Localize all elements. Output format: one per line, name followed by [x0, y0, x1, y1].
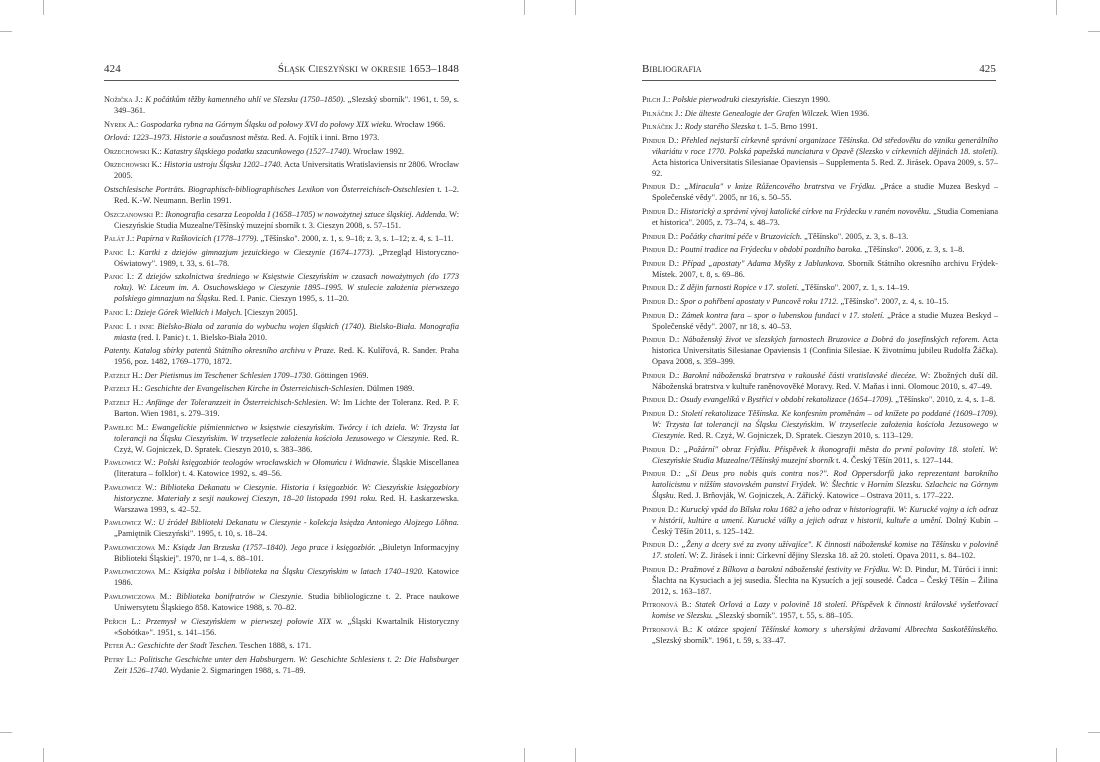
entry-author: Pindur D.:	[642, 245, 679, 255]
entry-title: Pražmové z Bílkova a barokní náboženské festivity ve Frýdku.	[681, 564, 890, 574]
entry-author: Pindur D.:	[642, 231, 679, 241]
entry-title: Osudy evangelíků v Bystřici v období rekatolizace (1654–1709).	[680, 395, 894, 405]
entry-title: K počátkům těžby kamenného uhlí ve Slezsku (1750–1850).	[145, 95, 346, 104]
entry-title: Geschichte der Stadt Teschen.	[137, 641, 238, 651]
running-head	[104, 63, 459, 77]
entry-title: Rody starého Slezska	[684, 122, 756, 132]
entry-author: Panic I.:	[104, 307, 133, 317]
entry-title: Případ „apostaty" Adama Myšky z Jablunkova.	[682, 258, 845, 268]
bibliography-entry	[642, 121, 998, 132]
entry-author: Pawelec M.:	[104, 422, 149, 432]
entry-title: Der Pietismus im Teschener Schlesien 1709–1730.	[144, 370, 313, 380]
entry-title: Spor o pohřbení apostaty v Puncově roku 1712.	[680, 296, 839, 306]
bibliography-entry	[642, 564, 998, 597]
entry-title: Orlová: 1223–1973. Historie a současnost města.	[104, 133, 270, 143]
entry-title: Století rekatolizace Těšínska. Ke konfesním proměnám – od knížete po poddané (1609–1709). W: Trzysta lat tolerancji na Śląsku Cieszyńskim. W trzysetlecie założenia kościoła Jezusowego w Cieszynie.	[652, 408, 998, 440]
entry-author: Pindur D.:	[642, 395, 679, 405]
entry-details: Red. I. Panic. Cieszyn 1995, s. 11–20.	[220, 294, 349, 304]
bibliography-entry	[104, 640, 459, 651]
bibliography-entry	[642, 135, 998, 179]
crop-mark	[1056, 0, 1057, 15]
bibliography-entry	[104, 233, 459, 244]
bibliography-entry	[642, 468, 998, 501]
entry-author: Panic I.:	[104, 247, 135, 257]
entry-details: Acta Universitatis Wratislaviensis nr 2806. Wrocław 2005.	[114, 160, 459, 181]
entry-details: W: Im Lichte der Toleranz. Red. P. F. Barton. Wien 1981, s. 279–319.	[114, 397, 459, 418]
entry-title: Bielsko-Biała od zarania do wybuchu wojen śląskich (1740). Bielsko-Biała. Monografia miasta	[114, 321, 460, 342]
entry-author: Pindur D.:	[642, 135, 679, 145]
bibliography-entry	[642, 624, 998, 646]
entry-author: Oszczanowski P.:	[104, 209, 164, 219]
running-title: Bibliografia	[642, 63, 702, 75]
bibliography-entry	[104, 247, 459, 269]
entry-author: Pilch J.:	[642, 95, 671, 104]
entry-author: Palát J.:	[104, 234, 135, 244]
entry-title: Patenty. Katalog sbírky patentů Státního okresního archivu v Praze.	[104, 346, 336, 356]
entry-title: U źródeł Biblioteki Dekanatu w Cieszynie - kolekcja księdza Antoniego Alojzego Löhna.	[158, 518, 459, 528]
entry-author: Patzelt H.:	[104, 370, 143, 380]
entry-details: „Těšínsko". 2005, z. 3, s. 8–13.	[802, 231, 909, 241]
crop-mark	[524, 0, 525, 15]
bibliography-entry	[642, 599, 998, 621]
bibliography-entry	[104, 397, 459, 419]
entry-author: Pindur D.:	[642, 283, 679, 293]
bibliography-entry	[104, 271, 459, 304]
bibliography-entry	[104, 146, 459, 157]
entry-details: W: Z. Jirásek i inni: Církevní dějiny Slezska 18. až 20. století. Opava 2011, s. 84–102.	[686, 551, 976, 561]
crop-mark	[43, 0, 44, 15]
bibliography-entry	[642, 310, 998, 332]
entry-author: Nyrek A.:	[104, 119, 139, 129]
bibliography-entry	[642, 296, 998, 307]
entry-title: Ksiądz Jan Brzuska (1757–1840). Jego prace i księgozbiór.	[172, 542, 376, 552]
bibliography-entry	[642, 408, 998, 441]
bibliography-entry	[104, 566, 459, 588]
entry-details: Wydanie 2. Sigmaringen 1988, s. 71–89.	[168, 665, 306, 675]
bibliography-entry	[104, 119, 459, 130]
bibliography-entry	[104, 457, 459, 479]
entry-details: Teschen 1888, s. 171.	[237, 641, 312, 651]
bibliography-entry	[104, 321, 459, 343]
bibliography-entry	[104, 542, 459, 564]
entry-author: Pindur D.:	[642, 206, 679, 216]
crop-mark	[0, 732, 12, 733]
entry-details: [Cieszyn 2005].	[242, 307, 298, 317]
entry-author: Pindur D.:	[642, 182, 681, 192]
entry-author: Petry L.:	[104, 654, 137, 664]
entry-title: Przemysł w Cieszyńskiem w pierwszej połowie XIX w.	[145, 616, 343, 626]
bibliography-entry	[642, 206, 998, 228]
entry-title: „Si Deus pro nobis quis contra nos?". Rod Oppersdorfů jako reprezentant barokního katolicismu v nižším stavovském panství Frýdek. W: Šlechtic v Horním Slezsku. Szlachcic na Górnym Śląsku.	[652, 469, 999, 501]
running-head	[642, 63, 996, 77]
entry-author: Pindur D.:	[642, 370, 680, 380]
entry-details: Göttingen 1969.	[312, 370, 369, 380]
entry-title: K otázce spojení Těšínské komory s uherskými državami Albrechta Saskotěšínského.	[696, 625, 998, 635]
bibliography-entry	[104, 591, 459, 613]
bibliography-entry	[104, 209, 459, 231]
entry-details: W: D. Pindur, M. Túróci i inni: Šlachta na Kysuciach a jej susedia. Šlechta na Kysucích a její sousedé. Čadca – Český Těšín – Žilina 2012, s. 163–187.	[652, 564, 998, 596]
bibliography-entry	[104, 370, 459, 381]
entry-author: Pawłowicz W.:	[104, 518, 156, 528]
entry-title: Gospodarka rybna na Górnym Śląsku od połowy XVI do połowy XIX wieku.	[140, 119, 393, 129]
crop-mark	[524, 748, 525, 762]
entry-title: Kurucký vpád do Bílska roku 1682 a jeho odraz v historiografii. W: Kurucké vojny a ich odraz v histórii, kultúre a umení. Kurucké války a jejich odraz v historii, kultuře a umění.	[652, 504, 999, 525]
entry-author: Pindur D.:	[642, 540, 679, 550]
bibliography-entry	[104, 94, 459, 116]
bibliography-entry	[642, 539, 998, 561]
header-rule	[642, 80, 996, 81]
entry-details: „Práce a studie Muzea Beskyd – Společenské vědy". 2005, nr 16, s. 50–55.	[652, 182, 998, 203]
entry-details: „Těšínsko". 2006, z. 3, s. 1–8.	[862, 245, 965, 255]
crop-mark	[575, 748, 576, 762]
entry-details: „Těšínsko". 2000, z. 1, s. 9–18; z. 3, s. 1–12; z. 4, s. 1–11.	[258, 234, 454, 244]
bibliography-entry	[104, 307, 459, 318]
entry-title: Zámek kontra fara – spor o lubenskou fundaci v 17. století.	[681, 310, 885, 320]
entry-title: Počátky charitní péče v Bruzovicích.	[680, 231, 803, 241]
entry-title: Historia ustroju Śląska 1202–1740.	[164, 160, 283, 170]
entry-title: „Ženy a dcery své za zvony užívajíce". K činnosti náboženské komise na Těšínsku v polovině 17. století.	[652, 540, 999, 561]
entry-title: Kartki z dziejów gimnazjum jezuickiego w Cieszynie (1674–1773).	[138, 247, 375, 257]
entry-title: „Požární" obraz Frýdku. Příspěvek k ikonografii města do první poloviny 18. století. W: Cieszyńskie Studia Muzealne/Těšínský muzejní sborník	[652, 444, 999, 465]
entry-details: „Biuletyn Informacyjny Biblioteki Śląskiej". 1970, nr 1–4, s. 88–101.	[114, 542, 460, 563]
entry-details: „Těšínsko". 2007, z. 4, s. 10–15.	[838, 296, 949, 306]
bibliography-entry	[104, 159, 459, 181]
bibliography-entry	[642, 334, 998, 367]
entry-author: Peter A.:	[104, 641, 136, 651]
entry-details: t. 1–5. Brno 1991.	[755, 122, 818, 132]
entry-author: Pindur D.:	[642, 258, 680, 268]
entry-details: Red. J. Brňovják, W. Gojniczek, A. Zářický. Katowice – Ostrava 2011, s. 177–222.	[675, 491, 954, 501]
bibliography-entry	[104, 517, 459, 539]
bibliography-entry	[642, 258, 998, 280]
entry-details: Studia bibliologiczne t. 2. Prace naukowe Uniwersytetu Śląskiego 858. Katowice 1988, s. 70–82.	[114, 592, 460, 613]
right-page	[550, 0, 1100, 762]
entry-title: Historický a správní vývoj katolické církve na Frýdecku v raném novověku.	[680, 206, 932, 216]
crop-mark	[43, 748, 44, 762]
entry-title: Přehled nejstarší církevně správní organizace Těšínska. Od středověku do vzniku generálního vikariátu v roce 1770. Polská papežská nunciatura v Opavě (Slezsko v církevních dějinách 18. století).	[652, 135, 999, 156]
bibliography-entry	[104, 184, 459, 206]
entry-title: Anfänge der Toleranzzeit in Österreichisch-Schlesien.	[146, 397, 328, 407]
entry-details: Sborník Státního okresního archivu Frýdek-Místek. 2007, t. 8, s. 69–86.	[652, 258, 998, 279]
entry-author: Pilnáček J.:	[642, 108, 683, 118]
crop-mark	[575, 0, 576, 15]
entry-title: „Miracula" v knize Růžencového bratrstva ve Frýdku.	[684, 182, 877, 192]
entry-title: Poutní tradice na Frýdecku v období pozdního baroka.	[680, 245, 863, 255]
entry-author: Pindur D.:	[642, 469, 681, 479]
entry-author: Pitronová B.:	[642, 600, 692, 610]
entry-details: t. 1–2. Red. K.-W. Neumann. Berlin 1991.	[114, 184, 459, 205]
bibliography-entry	[642, 181, 998, 203]
entry-author: Pindur D.:	[642, 408, 679, 418]
entry-title: Dzieje Górek Wielkich i Małych.	[134, 307, 243, 317]
entry-details: „Těšínsko". 2007, z. 1, s. 14–19.	[799, 283, 910, 293]
entry-title: Ostschlesische Porträts. Biographisch-bibliographisches Lexikon von Österreichisch-Ostschlesien	[104, 184, 435, 194]
bibliography-entry	[642, 244, 998, 255]
running-title: Śląsk Cieszyński w okresie 1653–1848	[277, 63, 459, 75]
entry-author: Pindur D.:	[642, 444, 680, 454]
entry-details: „Pamiętnik Cieszyński". 1995, t. 10, s. 18–24.	[114, 529, 268, 539]
crop-mark	[0, 31, 12, 32]
entry-details: W: Cieszyńskie Studia Muzealne/Těšínský muzejní sborník t. 3. Cieszyn 2008, s. 57–151.	[114, 209, 459, 230]
crop-mark	[1056, 748, 1057, 762]
entry-details: (red. I. Panic) t. 1. Bielsko-Biała 2010.	[136, 332, 268, 342]
bibliography-entry	[104, 383, 459, 394]
entry-author: Pindur D.:	[642, 504, 679, 514]
entry-author: Pawłowiczowa M.:	[104, 542, 170, 552]
entry-title: Polskie pierwodruki cieszyńskie.	[672, 95, 781, 104]
entry-details: „Slezský sborník". 1957, t. 55, s. 88–105.	[713, 611, 854, 621]
entry-details: Wien 1936.	[828, 108, 870, 118]
entry-title: Náboženský život ve slezských farnostech Bruzovice a Dobrá do josefínských reforem.	[682, 335, 980, 345]
entry-details: „Przegląd Historyczno-Oświatowy". 1989, t. 33, s. 61–78.	[114, 247, 459, 268]
entry-title: Statek Orlová a Lazy v polovině 18 století. Příspěvek k činnosti královské vyšetřovací komise ve Slezsku.	[652, 600, 998, 621]
bibliography-entry	[642, 444, 998, 466]
entry-author: Pindur D.:	[642, 296, 679, 306]
entry-details: Red. K. Kulířová, R. Sander. Praha 1956, poz. 1482, 1769–1770, 1872.	[114, 346, 459, 367]
entry-details: Wrocław 1966.	[392, 119, 446, 129]
entry-title: Książka polska i biblioteka na Śląsku Cieszyńskim w latach 1740–1920.	[173, 567, 424, 577]
bibliography-entry	[642, 370, 998, 392]
entry-details: Acta historica Universitatis Silesianae Opaviensis 1 (Confinia Silesiae. K životnímu jubileu Rudolfa Žáčka). Opava 2008, s. 359–399.	[652, 335, 999, 367]
entry-author: Pawłowiczowa M.:	[104, 592, 172, 602]
entry-title: Die älteste Genealogie der Grafen Wilczek.	[684, 108, 829, 118]
bibliography-entry	[104, 422, 459, 455]
entry-details: Red. A. Fojtík i inni. Brno 1973.	[269, 133, 380, 143]
bibliography-entry	[104, 132, 459, 143]
crop-mark	[1088, 31, 1100, 32]
bibliography-list	[642, 94, 998, 649]
entry-details: Acta historica Universitatis Silesianae Opaviensis – Supplementa 5. Red. Z. Jirásek. Opava 2009, s. 57–92.	[652, 157, 998, 178]
bibliography-entry	[642, 504, 998, 537]
entry-author: Pindur D.:	[642, 310, 679, 320]
entry-title: Z dějin farnosti Ropice v 17. století.	[680, 283, 800, 293]
entry-details: „Těšínsko". 2010, z. 4, s. 1–8.	[893, 395, 996, 405]
entry-details: Katowice 1986.	[114, 567, 459, 588]
bibliography-entry	[642, 94, 998, 105]
bibliography-entry	[104, 345, 459, 367]
page-number: 424	[104, 63, 121, 75]
bibliography-list	[104, 94, 459, 678]
entry-author: Orzechowski K.:	[104, 160, 162, 170]
entry-author: Orzechowski K.:	[104, 146, 162, 156]
entry-title: Barokní náboženská bratrstva v rakouské části vratislavské diecéze.	[682, 370, 918, 380]
entry-details: W: Zbožných duší díl. Náboženská bratrstva v kultuře raněnovověké Moravy. Red. V. Maňas i inni. Olomouc 2010, s. 47–49.	[652, 370, 999, 391]
entry-title: Papírna v Raškovicích (1778–1779).	[136, 234, 259, 244]
entry-author: Pilnáček J.:	[642, 122, 683, 132]
entry-details: Śląskie Miscellanea (literatura – folklor) t. 4. Katowice 1992, s. 49–56.	[114, 458, 459, 479]
entry-details: Cieszyn 1990.	[780, 95, 830, 104]
entry-author: Pindur D.:	[642, 564, 679, 574]
bibliography-entry	[642, 108, 998, 119]
crop-mark	[1088, 732, 1100, 733]
entry-author: Pawłowiczowa M.:	[104, 567, 171, 577]
entry-title: Ewangelickie piśmiennictwo w księstwie cieszyńskim. Twórcy i ich dzieła. W: Trzysta lat tolerancji na Śląsku Cieszyńskim. W trzysetlecie założenia kościoła Jezusowego w Cieszynie.	[114, 422, 459, 443]
entry-title: Geschichte der Evangelischen Kirche in Österreichisch-Schlesien.	[144, 384, 365, 394]
entry-author: Nožička J.:	[104, 95, 143, 104]
entry-details: t. 4. Český Těšín 2011, s. 127–144.	[834, 455, 953, 465]
entry-author: Panic I.:	[104, 272, 135, 282]
bibliography-entry	[104, 616, 459, 638]
entry-title: Ikonografia cesarza Leopolda I (1658–1705) w nowożytnej sztuce śląskiej. Addenda.	[165, 209, 448, 219]
entry-author: Patzelt H.:	[104, 384, 143, 394]
entry-title: Biblioteka bonifratrów w Cieszynie.	[176, 592, 304, 602]
entry-author: Pawłowicz W.:	[104, 482, 157, 492]
entry-author: Pawłowicz W.:	[104, 458, 156, 468]
bibliography-entry	[642, 282, 998, 293]
entry-details: „Práce a studie Muzea Beskyd – Společenské vědy". 2007, nr 18, s. 40–53.	[652, 310, 998, 331]
entry-author: Panic I. i inni:	[104, 321, 155, 331]
entry-author: Pitronová B.:	[642, 625, 693, 635]
page-number: 425	[979, 63, 996, 75]
entry-details: „Slezský sborník". 1961, t. 59, s. 33–47.	[652, 636, 786, 646]
entry-title: Politische Geschichte unter den Habsburgern. W: Geschichte Schlesiens t. 2: Die Habsburger Zeit 1526–1740.	[114, 654, 459, 675]
bibliography-entry	[642, 231, 998, 242]
entry-details: Red. H. Łaskarzewska. Warszawa 1993, s. 42–52.	[114, 493, 460, 514]
bibliography-entry	[104, 654, 459, 676]
entry-details: „Slezský sborník". 1961, t. 59, s. 349–361.	[114, 95, 459, 115]
entry-title: Polski księgozbiór teologów wrocławskich w Ołomuńcu i Widnawie.	[158, 458, 390, 468]
bibliography-entry	[642, 394, 998, 405]
entry-details: „Studia Comeniana et historica". 2005, z. 73–74, s. 48–73.	[652, 206, 999, 227]
entry-details: Wrocław 1992.	[351, 146, 404, 156]
bibliography-entry	[104, 482, 459, 515]
header-rule	[104, 80, 459, 81]
entry-details: Red. R. Czyż, W. Gojniczek, D. Spratek. Cieszyn 2010, s. 113–129.	[685, 430, 914, 440]
entry-title: Katastry śląskiego podatku szacunkowego (1527–1740).	[163, 146, 352, 156]
entry-author: Peřich L.:	[104, 616, 141, 626]
entry-details: Dolný Kubín – Český Těšín 2011, s. 125–142.	[652, 515, 998, 536]
entry-title: Biblioteka Dekanatu w Cieszynie. Historia i księgozbiór. W: Cieszyńskie księgozbiory historyczne. Materiały z sesji naukowej Cieszyn, 18–20 listopada 1991 roku.	[114, 482, 459, 503]
entry-details: „Śląski Kwartalnik Historyczny «Sobótka»". 1951, s. 141–156.	[114, 616, 459, 637]
entry-title: Z dziejów szkolnictwa średniego w Księstwie Cieszyńskim w czasach nowożytnych (do 1773 roku). W: Liceum im. A. Osuchowskiego w Cieszynie 1895–1995. W stulecie założenia pierwszego polskiego gimnazjum na Śląsku.	[114, 272, 460, 304]
entry-details: Red. R. Czyż, W. Gojniczek, D. Spratek. Cieszyn 2010, s. 383–386.	[114, 433, 459, 454]
entry-details: Dülmen 1989.	[364, 384, 415, 394]
entry-author: Pindur D.:	[642, 335, 680, 345]
entry-author: Patzelt H.:	[104, 397, 144, 407]
